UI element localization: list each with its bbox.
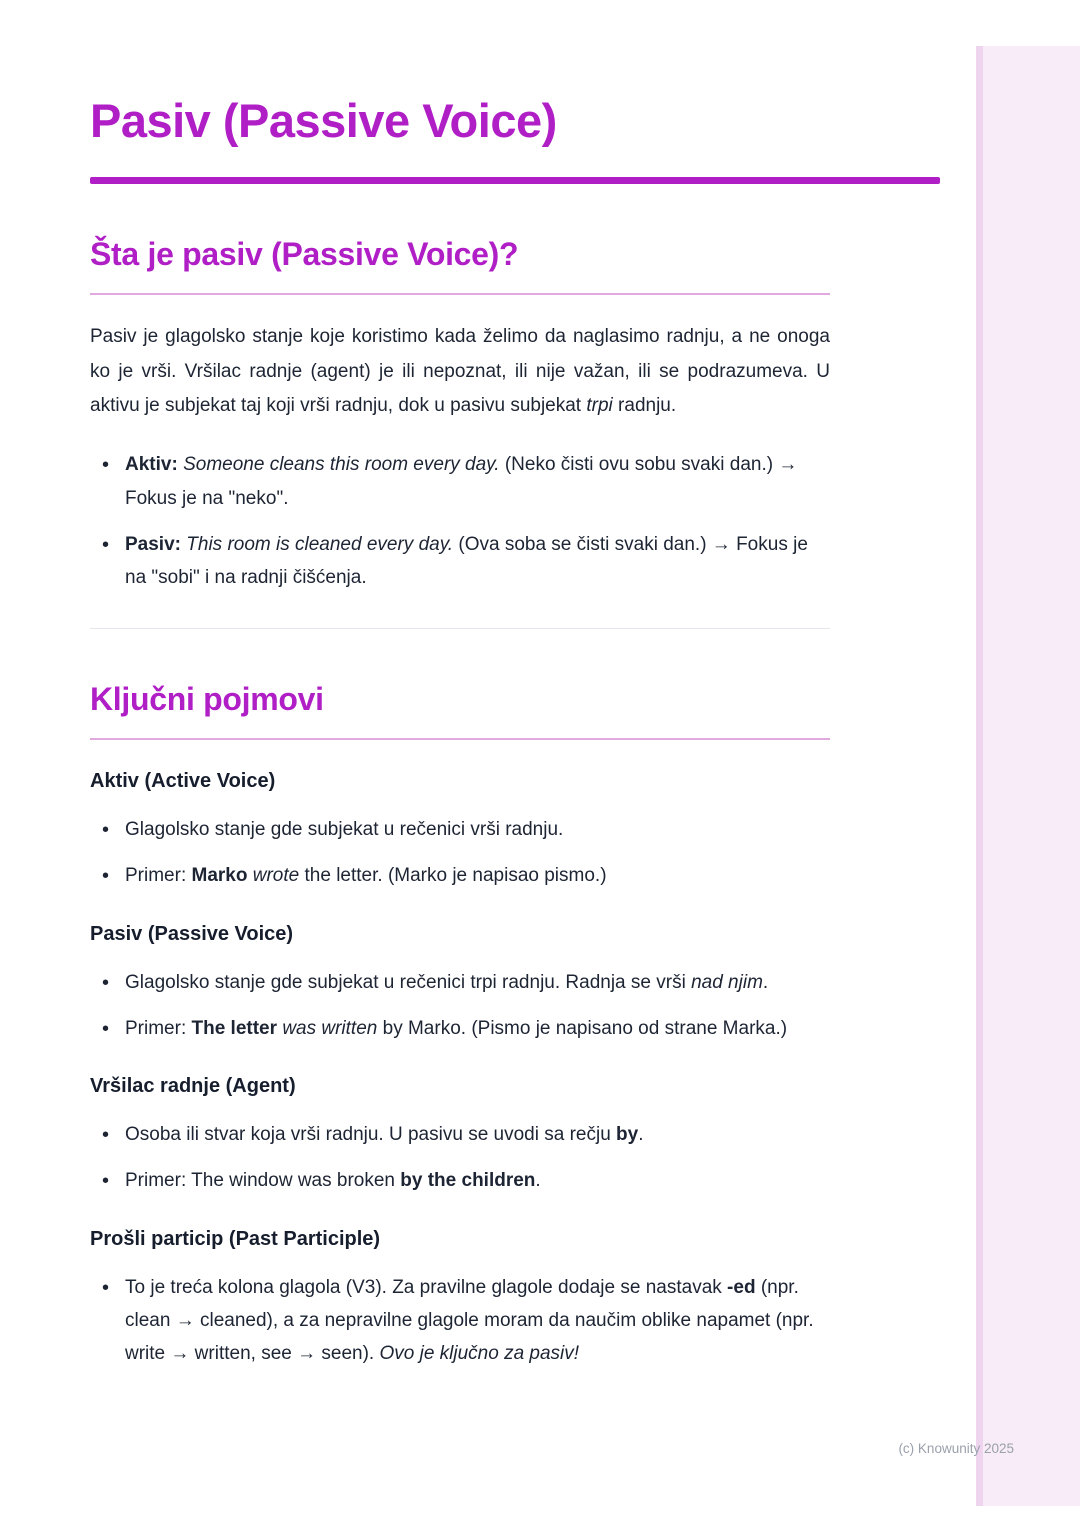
list-item — [90, 1012, 830, 1045]
text-segment: . — [638, 1124, 644, 1146]
text-segment: . — [535, 1170, 541, 1192]
list-item-text — [125, 1018, 787, 1039]
section-what-is-passive — [90, 236, 942, 595]
text-segment: by Marko. (Pismo je napisano od strane Marka.) — [377, 1017, 788, 1039]
list-item — [90, 966, 830, 999]
text-segment: Someone cleans this room every day. — [183, 454, 500, 476]
term-title: Prošli particip (Past Participle) — [90, 1227, 381, 1250]
text-segment: Ovo je ključno za pasiv! — [379, 1343, 580, 1365]
list-item-text — [125, 1170, 541, 1191]
text-segment: Marko — [191, 865, 248, 887]
list-item-text — [125, 972, 768, 993]
list-item-text — [125, 1277, 814, 1365]
document-content — [90, 96, 942, 1383]
text-segment: The letter — [191, 1017, 278, 1039]
text-segment: nad njim — [691, 971, 763, 993]
text-segment: Glagolsko stanje gde subjekat u rečenici vrši radnju. — [125, 819, 564, 841]
page-title: Pasiv (Passive Voice) — [90, 94, 557, 147]
list-item-text — [125, 454, 797, 508]
text-segment: This room is cleaned every day. — [186, 533, 454, 555]
term-bullet-list — [90, 1271, 830, 1371]
list-item — [90, 448, 830, 515]
term-title: Aktiv (Active Voice) — [90, 770, 276, 793]
heading-rule — [90, 738, 830, 740]
text-segment: (Ova soba se čisti svaki dan.) → Fokus je na "sobi" i na radnji čišćenja. — [125, 533, 808, 589]
text-segment: by — [616, 1124, 639, 1146]
text-segment: Primer: The window was broken — [125, 1170, 401, 1192]
list-item — [90, 1271, 830, 1371]
text-segment: trpi — [586, 395, 613, 417]
section-divider — [90, 628, 830, 629]
term-agent — [90, 1075, 942, 1198]
text-segment: To je treća kolona glagola (V3). Za pravilne glagole dodaje se nastavak — [125, 1276, 728, 1298]
text-segment: radnju. — [612, 395, 677, 417]
term-pasiv — [90, 923, 942, 1046]
list-item-text — [125, 1124, 644, 1145]
intro-bullet-list — [90, 448, 830, 594]
list-item — [90, 1164, 830, 1197]
list-item-text — [125, 534, 808, 588]
text-segment: the letter. (Marko je napisao pismo.) — [299, 865, 607, 887]
list-item — [90, 528, 830, 595]
term-bullet-list — [90, 1118, 830, 1198]
term-bullet-list — [90, 813, 830, 893]
text-segment: Osoba ili stvar koja vrši radnju. U pasivu se uvodi sa rečju — [125, 1124, 617, 1146]
section-heading-what-is-passive: Šta je pasiv (Passive Voice)? — [90, 235, 519, 272]
section-key-terms — [90, 681, 942, 1370]
intro-paragraph — [90, 320, 830, 425]
text-segment: by the children — [400, 1170, 536, 1192]
list-item — [90, 1118, 830, 1151]
title-rule — [90, 177, 940, 184]
text-segment: Pasiv: — [125, 533, 181, 555]
text-segment: Glagolsko stanje gde subjekat u rečenici trpi radnju. Radnja se vrši — [125, 971, 692, 993]
term-past-participle — [90, 1228, 942, 1371]
text-segment: -ed — [727, 1276, 756, 1298]
copyright-watermark: (c) Knowunity 2025 — [898, 1441, 1014, 1456]
text-segment: Primer: — [125, 865, 192, 887]
text-segment: wrote — [252, 865, 300, 887]
text-segment: was written — [282, 1017, 378, 1039]
text-segment: . — [762, 971, 769, 993]
term-aktiv — [90, 770, 942, 893]
text-segment: (Neko čisti ovu sobu svaki dan.) → Fokus je na "neko". — [125, 454, 798, 509]
list-item-text — [125, 819, 563, 840]
text-segment: Primer: — [125, 1017, 192, 1039]
text-segment: Aktiv: — [125, 454, 178, 476]
text-segment: (npr. clean → cleaned), a za nepravilne glagole moram da naučim oblike napamet (npr. write → written, see → seen). — [125, 1276, 814, 1365]
section-heading-key-terms: Ključni pojmovi — [90, 681, 324, 718]
term-title: Vršilac radnje (Agent) — [90, 1075, 296, 1098]
heading-rule — [90, 293, 830, 295]
term-title: Pasiv (Passive Voice) — [90, 922, 294, 945]
list-item — [90, 859, 830, 892]
term-bullet-list — [90, 966, 830, 1046]
text-segment: Pasiv je glagolsko stanje koje koristimo kada želimo da naglasimo radnju, a ne onoga ko je vrši. Vršilac radnje (agent) je ili nepoznat, ili nije važan, ili se podrazumeva. U aktivu je subjekat taj koji vrši radnju, dok u pasivu subjekat — [90, 325, 830, 417]
list-item — [90, 813, 830, 846]
right-margin-strip — [976, 46, 1080, 1506]
list-item-text — [125, 865, 607, 886]
